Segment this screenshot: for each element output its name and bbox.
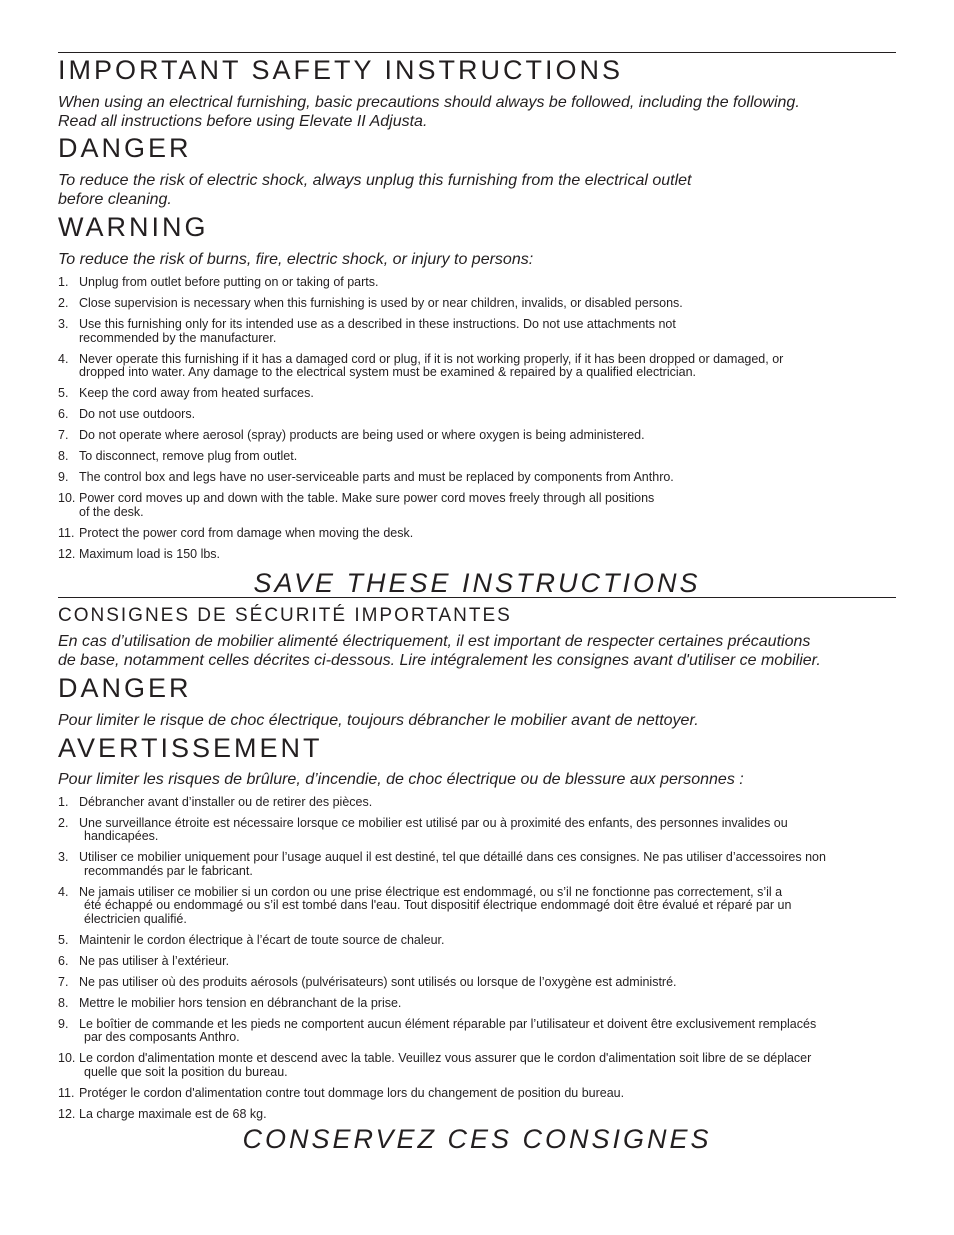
item-number: 9.: [58, 470, 69, 484]
item-text: Ne pas utiliser où des produits aérosols (pulvérisateurs) sont utilisés ou lorsque de l’oxygène est administré.: [79, 974, 677, 989]
item-number: 1.: [58, 275, 69, 289]
safety-instructions-page: [58, 52, 896, 1154]
item-number: 8.: [58, 995, 69, 1010]
item-number: 4.: [58, 351, 69, 366]
item-text: Le boîtier de commande et les pieds ne comportent aucun élément réparable par l’utilisateur et doivent être exclusivement remplacés: [79, 1016, 817, 1031]
list-item: [58, 527, 896, 541]
item-text: Ne pas utiliser à l’extérieur.: [79, 953, 230, 968]
item-number: 4.: [58, 884, 69, 899]
item-text: Débrancher avant d’installer ou de retirer des pièces.: [79, 794, 373, 809]
list-item: [58, 471, 896, 485]
list-item: [58, 976, 896, 990]
item-text: Keep the cord away from heated surfaces.: [79, 386, 314, 400]
fr-danger-heading: DANGER: [58, 672, 192, 703]
list-item: [58, 492, 896, 519]
item-text: Use this furnishing only for its intended use as a described in these instructions. Do not use attachments not: [79, 317, 676, 331]
item-number: 11.: [58, 1085, 75, 1100]
item-number: 7.: [58, 428, 69, 442]
item-number: 9.: [58, 1016, 69, 1031]
list-item: [58, 387, 896, 401]
list-item: [58, 318, 896, 345]
item-text: Never operate this furnishing if it has a damaged cord or plug, if it is not working properly, if it has been dropped or damaged, or: [79, 351, 784, 366]
fr-save-instructions: CONSERVEZ CES CONSIGNES: [242, 1123, 712, 1154]
item-number: 3.: [58, 317, 69, 331]
item-text: Do not use outdoors.: [79, 407, 196, 421]
item-number: 7.: [58, 974, 69, 989]
item-number: 10.: [58, 1051, 76, 1065]
list-item: [58, 353, 896, 380]
en-warning-text: To reduce the risk of burns, fire, electric shock, or injury to persons:: [58, 251, 534, 268]
en-title: IMPORTANT SAFETY INSTRUCTIONS: [58, 55, 624, 85]
item-text: Ne jamais utiliser ce mobilier si un cordon ou une prise électrique est endommagé, ou s’il ne fonctionne pas correctement, s’il a: [79, 884, 783, 899]
list-item: [58, 934, 896, 948]
item-text: Mettre le mobilier hors tension en débranchant de la prise.: [79, 995, 402, 1010]
item-number: 1.: [58, 794, 69, 809]
fr-danger-text: Pour limiter le risque de choc électrique, toujours débrancher le mobilier avant de nettoyer.: [58, 711, 699, 729]
list-item: [58, 408, 896, 422]
en-instruction-list: [58, 276, 896, 561]
en-danger-text: [58, 171, 896, 209]
list-item: [58, 886, 896, 927]
item-text: Le cordon d'alimentation monte et descend avec la table. Veuillez vous assurer que le cordon d'alimentation soit libre de se déplacer: [79, 1051, 812, 1065]
item-number: 3.: [58, 850, 69, 864]
list-item: [58, 548, 896, 562]
item-text: Utiliser ce mobilier uniquement pour l’usage auquel il est destiné, tel que détaillé dans ces consignes. Ne pas utiliser d’accessoires non: [79, 850, 826, 864]
list-item: [58, 817, 896, 844]
item-number: 6.: [58, 953, 69, 968]
en-intro: [58, 93, 896, 131]
list-item: [58, 796, 896, 810]
item-number: 2.: [58, 296, 69, 310]
item-text: Do not operate where aerosol (spray) products are being used or where oxygen is being administered.: [79, 428, 645, 442]
item-text-continued: dropped into water. Any damage to the electrical system must be examined & repaired by a qualified electrician.: [79, 365, 697, 379]
en-danger-line1: To reduce the risk of electric shock, always unplug this furnishing from the electrical outlet: [58, 172, 692, 189]
item-text-continued: recommended by the manufacturer.: [79, 330, 277, 345]
item-text: Maximum load is 150 lbs.: [79, 546, 221, 561]
list-item: [58, 1052, 896, 1079]
item-text-continued: of the desk.: [79, 504, 144, 519]
list-item: [58, 955, 896, 969]
item-text-continued: électricien qualifié.: [84, 911, 187, 926]
fr-intro-line2: de base, notamment celles décrites ci-dessous. Lire intégralement les consignes avant d'utiliser ce mobilier.: [58, 651, 821, 669]
item-text-continued: été échappé ou endommagé ou s’il est tombé dans l'eau. Tout dispositif électrique endommagé doit être évalué et réparé par un: [84, 898, 792, 912]
item-number: 2.: [58, 815, 69, 830]
list-item: [58, 1018, 896, 1045]
list-item: [58, 1087, 896, 1101]
item-text: To disconnect, remove plug from outlet.: [79, 449, 298, 463]
fr-intro-line1: En cas d’utilisation de mobilier alimenté électriquement, il est important de respecter certaines précautions: [58, 632, 811, 650]
fr-warning-text: Pour limiter les risques de brûlure, d’incendie, de choc électrique ou de blessure aux personnes :: [58, 770, 744, 788]
list-item: [58, 450, 896, 464]
en-intro-line1: When using an electrical furnishing, basic precautions should always be followed, including the following.: [58, 94, 800, 111]
fr-title: CONSIGNES DE SÉCURITÉ IMPORTANTES: [58, 604, 512, 626]
item-text-continued: quelle que soit la position du bureau.: [84, 1064, 288, 1079]
item-number: 5.: [58, 932, 69, 947]
item-text: Close supervision is necessary when this furnishing is used by or near children, invalids, or disabled persons.: [79, 296, 683, 310]
item-text-continued: handicapées.: [84, 829, 159, 843]
en-intro-line2: Read all instructions before using Elevate II Adjusta.: [58, 113, 428, 130]
item-text-continued: recommandés par le fabricant.: [84, 863, 253, 878]
list-item: [58, 429, 896, 443]
en-danger-heading: DANGER: [58, 133, 192, 163]
item-number: 5.: [58, 386, 69, 400]
fr-intro: [58, 632, 896, 670]
en-warning-heading: WARNING: [58, 212, 209, 242]
fr-warning-heading: AVERTISSEMENT: [58, 732, 323, 763]
top-rule: [58, 52, 896, 53]
list-item: [58, 297, 896, 311]
list-item: [58, 997, 896, 1011]
item-text: Une surveillance étroite est nécessaire lorsque ce mobilier est utilisé par ou à proximité des enfants, des personnes invalides ou: [79, 815, 788, 830]
list-item: [58, 1108, 896, 1122]
item-text: The control box and legs have no user-serviceable parts and must be replaced by components from Anthro.: [79, 470, 674, 484]
item-text: La charge maximale est de 68 kg.: [79, 1106, 267, 1121]
list-item: [58, 276, 896, 290]
item-text: Protect the power cord from damage when moving the desk.: [79, 525, 414, 540]
item-text: Power cord moves up and down with the table. Make sure power cord moves freely through all positions: [79, 491, 655, 505]
item-number: 8.: [58, 449, 69, 463]
item-text-continued: par des composants Anthro.: [84, 1030, 240, 1044]
item-text: Protéger le cordon d'alimentation contre tout dommage lors du changement de position du bureau.: [79, 1085, 625, 1100]
item-number: 10.: [58, 491, 76, 505]
item-number: 12.: [58, 546, 76, 561]
item-text: Maintenir le cordon électrique à l’écart de toute source de chaleur.: [79, 932, 445, 947]
item-text: Unplug from outlet before putting on or taking of parts.: [79, 275, 379, 289]
item-number: 6.: [58, 407, 69, 421]
item-number: 11.: [58, 525, 75, 540]
list-item: [58, 851, 896, 878]
fr-instruction-list: [58, 796, 896, 1122]
item-number: 12.: [58, 1106, 76, 1121]
en-danger-line2: before cleaning.: [58, 191, 172, 208]
en-save-instructions: SAVE THESE INSTRUCTIONS: [253, 567, 701, 598]
